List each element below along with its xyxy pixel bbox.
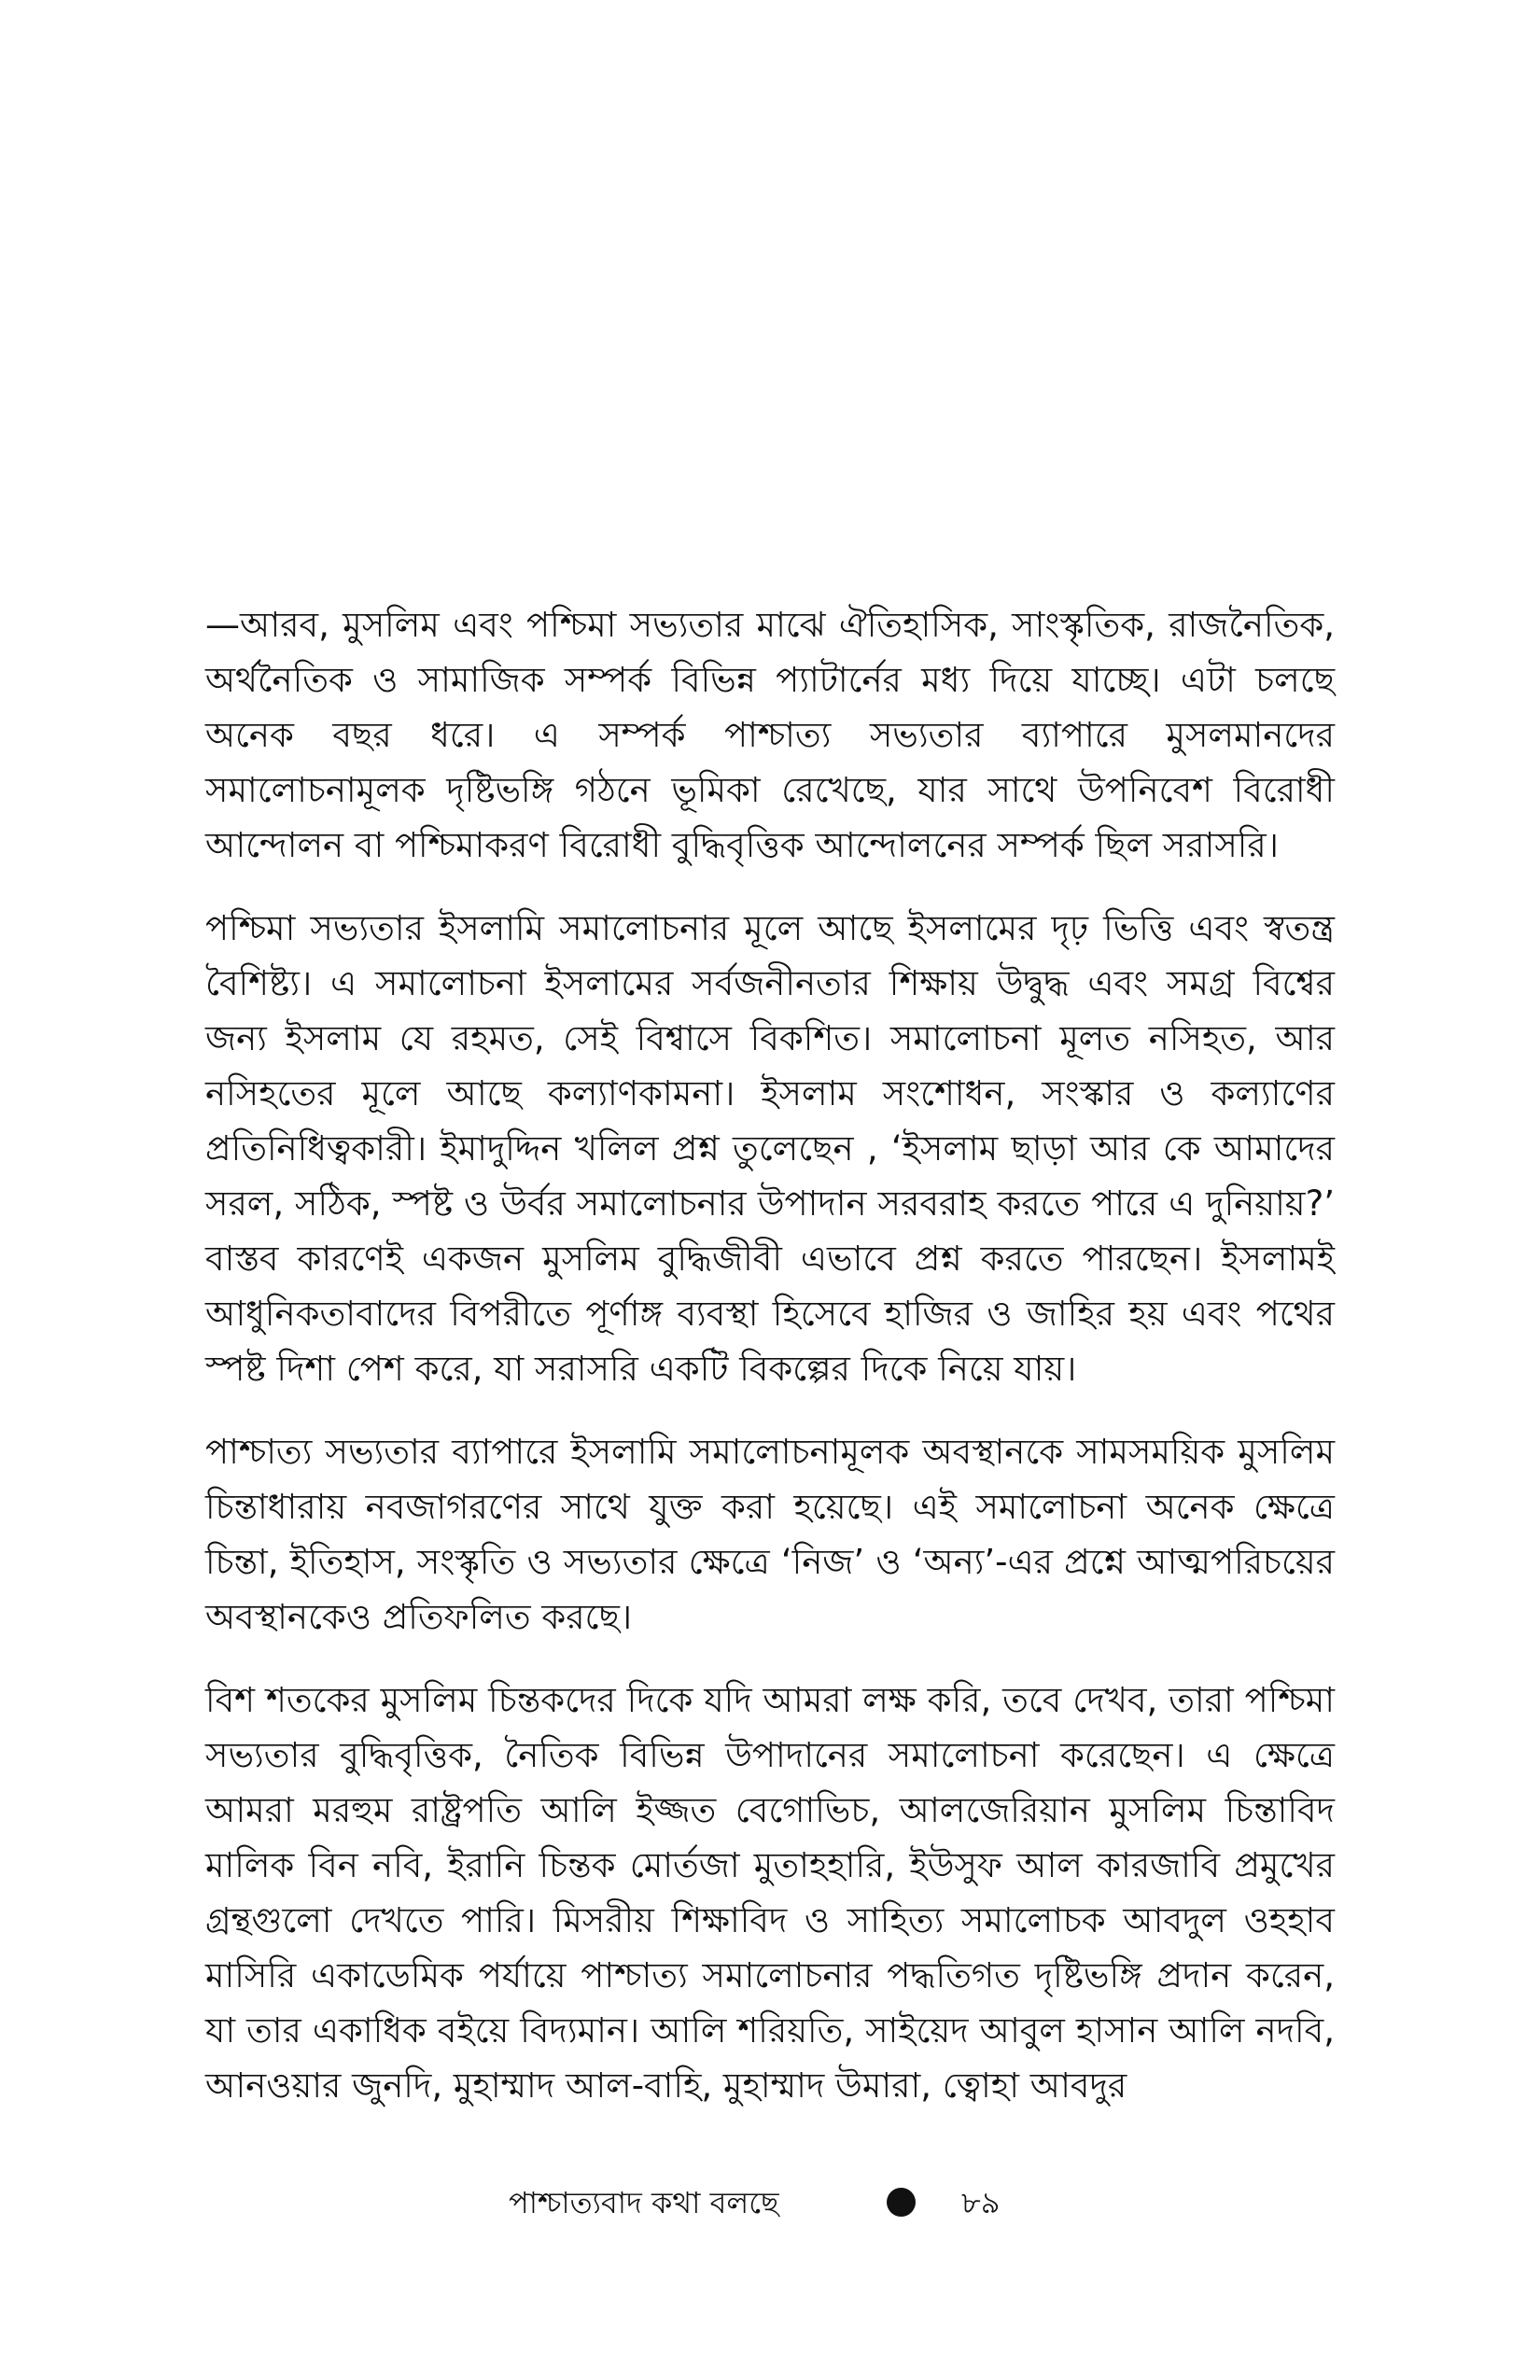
page-number: ৮৯ (961, 2185, 1001, 2220)
bullet-icon (887, 2188, 916, 2217)
paragraph-2: পশ্চিমা সভ্যতার ইসলামি সমালোচনার মূলে আছে ইসলামের দৃঢ় ভিত্তি এবং স্বতন্ত্র বৈশিষ্ট্য। এ সমালোচনা ইসলামের সর্বজনীনতার শিক্ষায় উদ্বুদ্ধ এবং সমগ্র বিশ্বের জন্য ইসলাম যে রহমত, সেই বিশ্বাসে বিকশিত। সমালোচনা মূলত নসিহত, আর নসিহতের মূলে আছে কল্যাণকামনা। ইসলাম সংশোধন, সংস্কার ও কল্যাণের প্রতিনিধিত্বকারী। ইমাদুদ্দিন খলিল প্রশ্ন তুলেছেন , ‘ইসলাম ছাড়া আর কে আমাদের সরল, সঠিক, স্পষ্ট ও উর্বর সমালোচনার উপাদান সরবরাহ করতে পারে এ দুনিয়ায়?’ বাস্তব কারণেই একজন মুসলিম বুদ্ধিজীবী এভাবে প্রশ্ন করতে পারছেন। ইসলামই আধুনিকতাবাদের বিপরীতে পূর্ণাঙ্গ ব্যবস্থা হিসেবে হাজির ও জাহির হয় এবং পথের স্পষ্ট দিশা পেশ করে, যা সরাসরি একটি বিকল্পের দিকে নিয়ে যায়। (205, 908, 1335, 1389)
running-footer-title: পাশ্চাত্যবাদ কথা বলছে (509, 2185, 779, 2220)
page-body (205, 597, 1335, 2141)
paragraph-4: বিশ শতকের মুসলিম চিন্তকদের দিকে যদি আমরা লক্ষ করি, তবে দেখব, তারা পশ্চিমা সভ্যতার বুদ্ধিবৃত্তিক, নৈতিক বিভিন্ন উপাদানের সমালোচনা করেছেন। এ ক্ষেত্রে আমরা মরহুম রাষ্ট্রপতি আলি ইজ্জত বেগোভিচ, আলজেরিয়ান মুসলিম চিন্তাবিদ মালিক বিন নবি, ইরানি চিন্তক মোর্তজা মুতাহহারি, ইউসুফ আল কারজাবি প্রমুখের গ্রন্থগুলো দেখতে পারি। মিসরীয় শিক্ষাবিদ ও সাহিত্য সমালোচক আবদুল ওহহাব মাসিরি একাডেমিক পর্যায়ে পাশ্চাত্য সমালোচনার পদ্ধতিগত দৃষ্টিভঙ্গি প্রদান করেন, যা তার একাধিক বইয়ে বিদ্যমান। আলি শরিয়তি, সাইয়েদ আবুল হাসান আলি নদবি, আনওয়ার জুনদি, মুহাম্মাদ আল-বাহি, মুহাম্মাদ উমারা, ত্বোহা আবদুর (205, 1680, 1335, 2106)
paragraph-1: —আরব, মুসলিম এবং পশ্চিমা সভ্যতার মাঝে ঐতিহাসিক, সাংস্কৃতিক, রাজনৈতিক, অর্থনৈতিক ও সামাজিক সম্পর্ক বিভিন্ন প্যাটার্নের মধ্য দিয়ে যাচ্ছে। এটা চলছে অনেক বছর ধরে। এ সম্পর্ক পাশ্চাত্য সভ্যতার ব্যাপারে মুসলমানদের সমালোচনামূলক দৃষ্টিভঙ্গি গঠনে ভূমিকা রেখেছে, যার সাথে উপনিবেশ বিরোধী আন্দোলন বা পশ্চিমাকরণ বিরোধী বুদ্ধিবৃত্তিক আন্দোলনের সম্পর্ক ছিল সরাসরি। (205, 605, 1335, 865)
page-footer (0, 2175, 1540, 2231)
paragraph-3: পাশ্চাত্য সভ্যতার ব্যাপারে ইসলামি সমালোচনামূলক অবস্থানকে সামসময়িক মুসলিম চিন্তাধারায় নবজাগরণের সাথে যুক্ত করা হয়েছে। এই সমালোচনা অনেক ক্ষেত্রে চিন্তা, ইতিহাস, সংস্কৃতি ও সভ্যতার ক্ষেত্রে ‘নিজ’ ও ‘অন্য’-এর প্রশ্নে আত্মপরিচয়ের অবস্থানকেও প্রতিফলিত করছে। (205, 1432, 1335, 1637)
